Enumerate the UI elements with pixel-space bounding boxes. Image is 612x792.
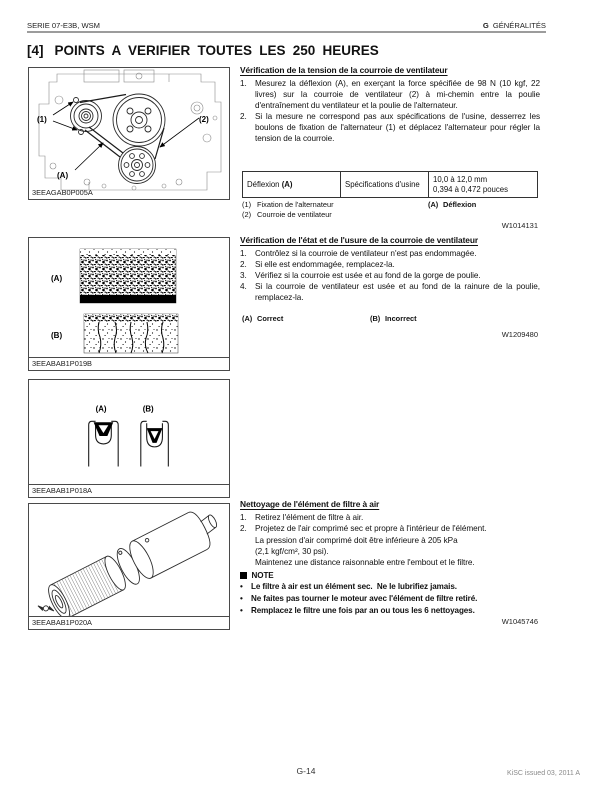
legend-incorrect [370,314,417,323]
figure-belt-wear [28,237,230,371]
header-section-title: GÉNÉRALITÉS [492,21,546,30]
list-item [240,270,540,281]
page-title [27,43,379,58]
groove-incorrect [141,421,169,466]
fan-belt [80,95,164,160]
item-number: 2. [240,524,247,534]
item-text: Si la courroie de ventilateur est usée et au fond de la rainure de la poulie, remplacez-la. [255,282,540,302]
label-1: (1) [37,115,47,124]
issue-stamp: KiSC issued 03, 2011 A [506,770,580,777]
figure-fan-belt-tension [28,67,230,200]
list-item [240,512,540,523]
list-item [240,248,540,259]
item-number: 1. [240,513,247,522]
item-text: Si elle est endommagée, remplacez-la. [255,260,395,269]
item-line: (2,1 kgf/cm², 30 psi). [255,546,329,556]
note-block [240,570,540,617]
list-item [240,281,540,303]
list-item [240,111,540,144]
fan-drive-pulley [113,94,165,146]
belt-wear-diagram [29,238,229,370]
spec-label: Spécifications d'usine [345,180,420,190]
deflection-label: Déflexion [247,180,280,190]
figure3-labels [96,404,154,413]
belt-photo-b [84,314,178,353]
list-item [240,259,540,270]
item-text: Mesurez la déflexion (A), en exerçant la force spécifiée de 98 N (10 kgf, 22 livres) sur la courroie de ventilateur (2) à mi-chemin entre la poulie d'entraînement du ventilateur et la poulie de l'alternateur. [255,79,540,110]
figure-caption: 3EEABAB1P020A [29,616,229,629]
table-cell-spec [340,172,428,197]
section-heading-belt-wear: Vérification de l'état et de l'usure de la courroie de ventilateur [240,235,479,245]
figure2-labels [51,274,62,340]
belt-tension-steps [240,78,540,144]
value-metric: 10,0 à 12,0 mm [433,175,488,184]
legend-ref-text: Déflexion [443,200,477,209]
crankshaft-pulley [119,147,156,184]
legend-correct [242,314,370,323]
legend-text: Fixation de l'alternateur [257,200,334,209]
legend-row [242,210,540,220]
note-square-icon [240,572,247,579]
list-item [240,523,540,568]
label-b: (B) [142,404,154,414]
label-a: (A) [57,171,69,180]
item-text-lines [255,523,540,568]
item-text: Vérifiez si la courroie est usée et au fond de la gorge de poulie. [255,271,481,280]
item-line: Projetez de l'air comprimé sec et propre à l'intérieur de l'élément. [255,524,487,534]
figure-air-filter [28,503,230,630]
figure23-legend [242,314,417,323]
item-line: Maintenez une distance raisonnable entre l'embout et le filtre. [255,558,475,568]
legend-num: (A) [242,314,253,323]
legend-text: Correct [257,314,284,323]
legend-num: (B) [370,314,381,323]
label-2: (2) [199,115,209,124]
reference-number: W1045746 [501,617,538,626]
deflection-ref: (A) [281,180,293,190]
figure1-legend [242,200,540,220]
legend-ref-num: (A) [428,200,439,209]
item-text: Retirez l'élément de filtre à air. [255,513,364,522]
figure-caption: 3EEABAB1P018A [29,484,229,497]
item-number: 2. [240,112,247,121]
note-bullet [240,605,540,617]
note-bullet-text: • Le filtre à air est un élément sec. Ne le lubrifiez jamais. [251,582,457,591]
wing-nut [38,600,54,616]
item-number: 4. [240,282,247,291]
figure-caption: 3EEAGAB0P005A [32,188,93,197]
deflection-spec-table [242,171,538,198]
value-imperial: 0,394 à 0,472 pouces [433,184,508,194]
reference-number: W1014131 [501,221,538,230]
belt-photo-a [80,249,176,303]
header-series-label: SERIE 07-E3B, WSM [27,21,101,30]
page-number: G-14 [296,766,316,776]
item-number: 1. [240,249,247,258]
label-b: (B) [51,331,63,340]
belt-wear-steps [240,248,540,303]
page-title-index: [4] [27,43,44,58]
item-text: Contrôlez si la courroie de ventilateur n'est pas endommagée. [255,249,477,258]
item-line: La pression d'air comprimé doit être inférieure à 205 kPa [255,535,458,545]
note-bullet-text: • Ne faites pas tourner le moteur avec l'élément de filtre retiré. [251,594,478,603]
legend-row [242,200,540,210]
figure-caption: 3EEABAB1P019B [29,357,229,370]
header-chapter-label [483,21,546,30]
item-number: 3. [240,271,247,280]
header-rule [27,31,546,33]
fan-belt-diagram [29,68,229,199]
item-text: Si la mesure ne correspond pas aux spécifications de l'usine, desserrez les boulons de fixation de l'alternateur (1) et déplacez l'alternateur pour régler la tension de la courroie. [255,112,540,143]
figure-pulley-groove [28,379,230,498]
section-heading-air-filter: Nettoyage de l'élément de filtre à air [240,499,380,509]
page-title-text: POINTS A VERIFIER TOUTES LES 250 HEURES [54,43,379,58]
legend-text: Courroie de ventilateur [257,210,332,219]
section-heading-belt-tension: Vérification de la tension de la courroie de ventilateur [240,65,448,75]
legend-ref [428,200,476,210]
legend-text: Incorrect [385,314,417,323]
note-header [240,570,540,581]
note-label: NOTE [251,571,274,580]
note-bullet [240,581,540,593]
filter-canister [125,504,225,582]
item-number: 2. [240,260,247,269]
note-bullet-text: • Remplacez le filtre une fois par an ou tous les 6 nettoyages. [251,606,475,615]
air-filter-steps [240,512,540,568]
label-a: (A) [51,274,63,283]
label-a: (A) [95,404,107,414]
filter-element [44,553,129,621]
header-section-letter: G [482,21,489,30]
pulley-groove-diagram [29,380,229,497]
note-bullet [240,593,540,605]
item-number: 1. [240,79,247,88]
air-filter-diagram [29,504,229,629]
table-cell-values [428,172,539,197]
table-cell-label [243,172,340,197]
reference-number: W1209480 [501,330,538,339]
legend-num: (2) [242,210,252,219]
legend-num: (1) [242,200,252,209]
list-item [240,78,540,111]
